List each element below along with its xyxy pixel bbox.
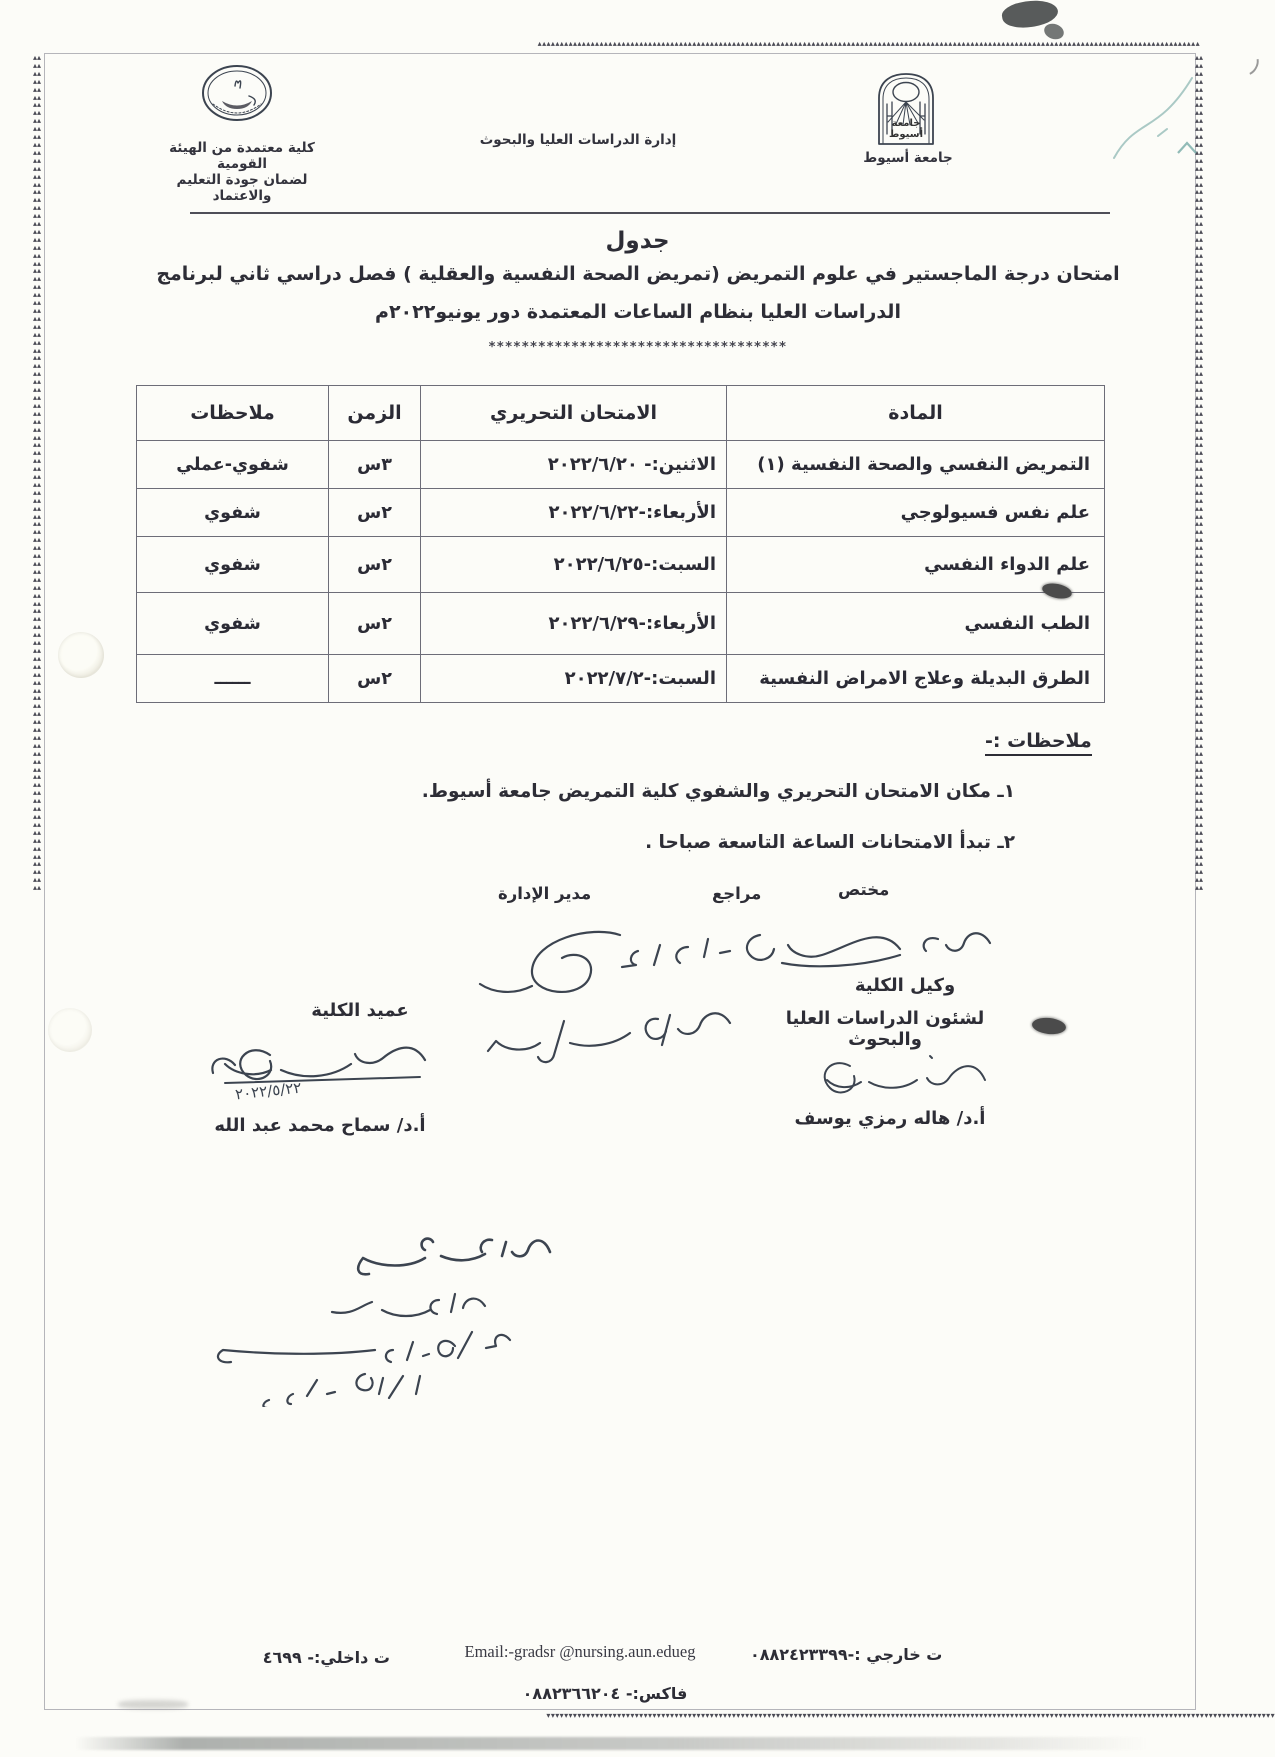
table-row — [137, 593, 1105, 655]
asterisk-separator: ************************************ — [488, 340, 788, 355]
footer-internal-tel: ت داخلي:- ٤٦٩٩ — [262, 1648, 390, 1667]
footer-external-tel: ت خارجي :-٠٨٨٢٤٢٣٣٩٩ — [750, 1645, 943, 1664]
exam-date-cell: الأربعاء:-٢٠٢٢/٦/٢٩ — [421, 593, 727, 655]
notes-heading: ملاحظات :- — [985, 730, 1092, 756]
note-item-1: ١ـ مكان الامتحان التحريري والشفوي كلية التمريض جامعة أسيوط. — [421, 781, 1015, 802]
col-header-notes: ملاحظات — [137, 386, 329, 441]
college-caption-2: لضمان جودة التعليم والاعتماد — [176, 172, 308, 204]
col-header-time: الزمن — [329, 386, 421, 441]
notes-cell: شفوي — [137, 489, 329, 537]
scan-artifact-mark — [1235, 49, 1262, 79]
subject-cell: التمريض النفسي والصحة النفسية (١) — [727, 441, 1105, 489]
notes-cell: شفوي-عملي — [137, 441, 329, 489]
administration-caption: إدارة الدراسات العليا والبحوث — [479, 132, 677, 148]
footer-email: Email:-gradsr @nursing.aun.edueg — [464, 1642, 696, 1661]
college-caption-1: كلية معتمدة من الهيئة القومية — [169, 140, 315, 172]
decorative-border-bottom: ▾▾▾▾▾▾▾▾▾▾▾▾▾▾▾▾▾▾▾▾▾▾▾▾▾▾▾▾▾▾▾▾▾▾▾▾▾▾▾▾▾▾▾▾▾▾▾▾▾▾▾▾▾▾▾▾▾▾▾▾▾▾▾▾▾▾▾▾▾▾▾▾▾▾▾▾▾▾▾▾▾▾▾▾▾▾▾▾▾▾▾▾▾▾▾▾▾▾▾▾▾▾▾▾▾▾▾▾▾▾▾▾▾▾▾▾▾▾▾▾▾▾▾▾▾▾▾▾▾▾▾▾▾▾▾▾▾▾▾▾▾▾▾▾▾▾▾▾▾▾▾▾▾▾▾▾▾▾▾▾▾▾▾▾▾ — [546, 1712, 1275, 1720]
decorative-border-top: ▴▴▴▴▴▴▴▴▴▴▴▴▴▴▴▴▴▴▴▴▴▴▴▴▴▴▴▴▴▴▴▴▴▴▴▴▴▴▴▴▴▴▴▴▴▴▴▴▴▴▴▴▴▴▴▴▴▴▴▴▴▴▴▴▴▴▴▴▴▴▴▴▴▴▴▴▴▴▴▴▴▴▴▴▴▴▴▴▴▴▴▴▴▴▴▴▴▴▴▴▴▴▴▴▴▴▴▴▴▴▴▴▴▴▴▴▴▴▴▴▴▴▴▴▴▴▴▴▴▴▴▴▴▴▴▴▴▴▴▴▴▴▴▴▴▴▴▴▴▴ — [537, 40, 1200, 48]
decorative-border-right: ▴▴▴▴▴▴▴▴▴▴▴▴▴▴▴▴▴▴▴▴▴▴▴▴▴▴▴▴▴▴▴▴▴▴▴▴▴▴▴▴▴▴▴▴▴▴▴▴▴▴▴▴▴▴▴▴▴▴▴▴▴▴▴▴▴▴▴▴▴▴▴▴▴▴▴▴▴▴▴▴▴▴▴▴▴▴▴▴▴▴▴▴▴▴▴▴▴▴▴▴▴▴▴▴▴▴▴▴▴▴▴▴▴▴▴▴▴▴▴▴▴▴▴▴▴▴▴▴▴▴▴▴▴▴▴▴▴▴▴▴▴▴▴▴▴▴▴▴▴▴▴▴▴▴▴▴▴▴▴▴▴▴▴▴▴▴▴▴▴▴▴▴▴▴▴▴▴▴▴▴▴▴▴▴▴▴▴▴▴▴▴▴▴▴▴▴▴▴▴▴▴▴▴▴▴▴▴▴▴▴▴▴ — [1194, 54, 1203, 893]
subject-cell: علم الدواء النفسي — [727, 537, 1105, 593]
scan-artifact-smear — [118, 1700, 188, 1709]
table-row — [137, 489, 1105, 537]
subject-cell: الطب النفسي — [727, 593, 1105, 655]
svg-text:جامعة: جامعة — [891, 118, 921, 129]
handwritten-signature-vice-dean — [780, 1038, 1000, 1117]
handwritten-line-1 — [345, 1222, 560, 1281]
handwritten-note-college-council — [480, 995, 740, 1084]
role-specialist: مختص — [838, 880, 890, 899]
pen-caret-mark — [1176, 140, 1198, 159]
subtitle-line-1: امتحان درجة الماجستير في علوم التمريض (تمريض الصحة النفسية والعقلية ) فصل دراسي ثاني لبرنامج — [156, 263, 1120, 285]
role-admin-director: مدير الإدارة — [498, 884, 592, 903]
handwritten-line-4 — [225, 1362, 435, 1411]
table-header-row — [137, 386, 1105, 441]
subject-cell: الطرق البديلة وعلاج الامراض النفسية — [727, 655, 1105, 703]
exam-date-cell: الاثنين:- ٢٠٢٢/٦/٢٠ — [421, 441, 727, 489]
assiut-university-logo-icon — [874, 70, 938, 148]
notes-cell: ــــــ — [137, 655, 329, 703]
handwritten-signature-dean — [180, 1025, 440, 1104]
vice-dean-title-2: لشئون الدراسات العليا والبحوث — [785, 1008, 985, 1050]
table-row — [137, 655, 1105, 703]
university-caption: جامعة أسيوط — [863, 150, 953, 166]
time-cell: ٢س — [329, 655, 421, 703]
footer-fax: فاكس:- ٠٨٨٢٣٦٦٢٠٤ — [522, 1684, 688, 1703]
role-reviewer: مراجع — [712, 884, 762, 903]
exam-date-cell: السبت:-٢٠٢٢/٧/٢ — [421, 655, 727, 703]
time-cell: ٢س — [329, 489, 421, 537]
handwritten-date-dean: ٢٠٢٢/٥/٢٢ — [234, 1078, 303, 1104]
svg-text:أسيوط: أسيوط — [889, 129, 923, 140]
time-cell: ٢س — [329, 593, 421, 655]
time-cell: ٢س — [329, 537, 421, 593]
subtitle-line-2: الدراسات العليا بنظام الساعات المعتمدة دور يونيو٢٠٢٢م — [375, 301, 901, 323]
exam-schedule-table — [136, 385, 1105, 703]
vice-dean-title-1: وكيل الكلية — [854, 975, 956, 996]
exam-date-cell: الأربعاء:-٢٠٢٢/٦/٢٢ — [421, 489, 727, 537]
scanner-edge-shadow — [75, 1737, 1150, 1750]
note-item-2: ٢ـ تبدأ الامتحانات الساعة التاسعة صباحا . — [645, 832, 1015, 853]
vice-dean-name: أ.د/ هاله رمزي يوسف — [794, 1108, 986, 1129]
page-title: جدول — [605, 228, 670, 254]
col-header-written-exam: الامتحان التحريري — [421, 386, 727, 441]
col-header-subject: المادة — [727, 386, 1105, 441]
dean-name: أ.د/ سماح محمد عبد الله — [214, 1115, 426, 1136]
time-cell: ٣س — [329, 441, 421, 489]
subject-cell: علم نفس فسيولوجي — [727, 489, 1105, 537]
header-divider — [190, 212, 1110, 214]
exam-date-cell: السبت:-٢٠٢٢/٦/٢٥ — [421, 537, 727, 593]
hole-punch — [58, 632, 104, 678]
notes-cell: شفوي — [137, 537, 329, 593]
decorative-border-left: ▴▴▴▴▴▴▴▴▴▴▴▴▴▴▴▴▴▴▴▴▴▴▴▴▴▴▴▴▴▴▴▴▴▴▴▴▴▴▴▴▴▴▴▴▴▴▴▴▴▴▴▴▴▴▴▴▴▴▴▴▴▴▴▴▴▴▴▴▴▴▴▴▴▴▴▴▴▴▴▴▴▴▴▴▴▴▴▴▴▴▴▴▴▴▴▴▴▴▴▴▴▴▴▴▴▴▴▴▴▴▴▴▴▴▴▴▴▴▴▴▴▴▴▴▴▴▴▴▴▴▴▴▴▴▴▴▴▴▴▴▴▴▴▴▴▴▴▴▴▴▴▴▴▴▴▴▴▴▴▴▴▴▴▴▴▴▴▴▴▴▴▴▴▴▴▴▴▴▴▴▴▴▴▴▴▴▴▴▴▴▴▴▴▴▴▴▴▴▴▴▴▴▴▴▴▴▴▴▴▴▴▴ — [32, 54, 41, 893]
notes-cell: شفوي — [137, 593, 329, 655]
hole-punch — [48, 1008, 92, 1052]
scan-artifact-smudge — [1042, 21, 1066, 41]
table-row — [137, 537, 1105, 593]
college-emblem-icon — [199, 60, 275, 132]
table-row — [137, 441, 1105, 489]
dean-title: عميد الكلية — [311, 1000, 409, 1021]
